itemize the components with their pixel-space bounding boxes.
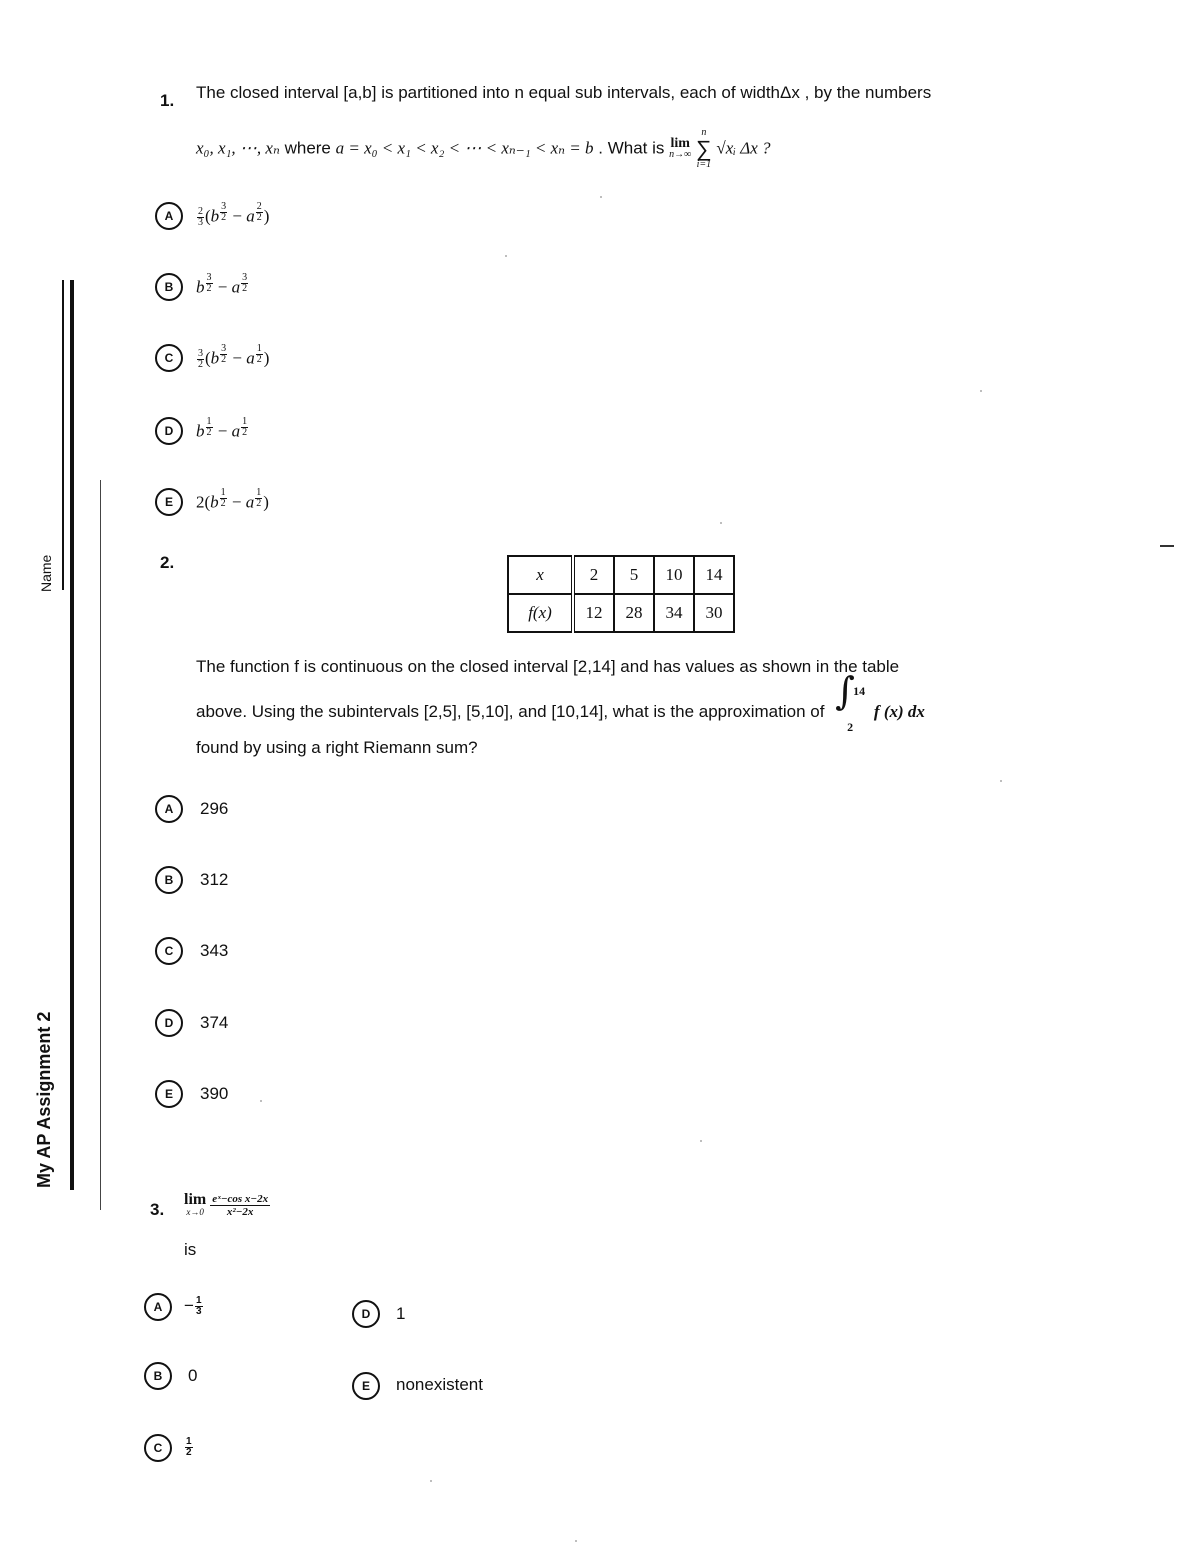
name-underline <box>62 280 64 590</box>
where-text: where <box>279 138 336 158</box>
limit-denominator: x²−2x <box>226 1206 254 1218</box>
option-text: 374 <box>200 1013 229 1032</box>
bubble-b[interactable]: B <box>144 1362 172 1390</box>
bubble-c[interactable]: C <box>155 344 183 372</box>
limit-subscript: n→∞ <box>669 149 692 160</box>
is-text: is <box>184 1240 197 1259</box>
speck <box>720 522 722 524</box>
question-number: 2. <box>160 553 175 572</box>
partition-inequality: a = x₀ < x₁ < x₂ < ⋯ < xₙ₋₁ < xₙ = b <box>335 138 594 158</box>
integral-upper: 14 <box>853 684 866 698</box>
speck <box>505 255 507 257</box>
limit-expression <box>184 1190 270 1218</box>
option-text: 2(b $^{\frac{1}{2}}$ − a $^{\frac{1}{2}}$ ) <box>196 487 269 512</box>
bubble-b[interactable]: B <box>155 866 183 894</box>
speck <box>575 1540 577 1542</box>
bubble-c[interactable]: C <box>144 1434 172 1462</box>
table-row-label-x: x <box>508 556 573 594</box>
table-cell: 34 <box>654 594 694 632</box>
bubble-e[interactable]: E <box>155 488 183 516</box>
speck <box>430 1480 432 1482</box>
limit-word: lim <box>184 1190 207 1208</box>
option-text: 1 <box>396 1304 406 1323</box>
option-text: nonexistent <box>396 1375 483 1394</box>
bubble-d[interactable]: D <box>352 1300 380 1328</box>
option-text: b $^{\frac{3}{2}}$ − a $^{\frac{3}{2}}$ <box>196 272 248 297</box>
question-text-line3: found by using a right Riemann sum? <box>196 738 478 757</box>
bubble-d[interactable]: D <box>155 417 183 445</box>
table-cell: 12 <box>573 594 614 632</box>
name-line-thick <box>70 280 74 1190</box>
question-number: 1. <box>160 91 175 110</box>
bubble-e[interactable]: E <box>352 1372 380 1400</box>
sum-upper: n <box>701 127 707 138</box>
sigma-icon: ∑ <box>695 136 712 161</box>
option-text: b $^{\frac{1}{2}}$ − a $^{\frac{1}{2}}$ <box>196 416 248 441</box>
question-text-line2-content: above. Using the subintervals [2,5], [5,10], and [10,14], what is the approximation of <box>196 702 825 721</box>
table-cell: 28 <box>614 594 654 632</box>
question-number: 3. <box>150 1200 165 1219</box>
speck <box>1000 780 1002 782</box>
bubble-a[interactable]: A <box>155 202 183 230</box>
bubble-c[interactable]: C <box>155 937 183 965</box>
limit-word: lim <box>670 136 690 151</box>
sum-lower: i=1 <box>696 159 712 170</box>
option-text: 390 <box>200 1084 229 1103</box>
bubble-a[interactable]: A <box>144 1293 172 1321</box>
option-text: $\frac{2}{3}$ (b $^{\frac{3}{2}}$ − a $^{\frac{2}{2}}$ ) <box>198 201 270 229</box>
question-text-line2 <box>196 128 1076 170</box>
table-cell: 30 <box>694 594 734 632</box>
bubble-e[interactable]: E <box>155 1080 183 1108</box>
table-cell: 10 <box>654 556 694 594</box>
speck <box>600 196 602 198</box>
limit-subscript: x→0 <box>186 1206 204 1217</box>
limit-numerator: eˣ−cos x−2x <box>212 1193 269 1205</box>
option-text: $\frac{3}{2}$ (b $^{\frac{3}{2}}$ − a $^{\frac{1}{2}}$ ) <box>198 343 270 371</box>
option-text: − $\frac{1}{3}$ <box>184 1295 202 1318</box>
integral-icon: ∫ <box>835 669 855 713</box>
name-line-right <box>100 480 101 1210</box>
table-cell: 14 <box>694 556 734 594</box>
option-text: 343 <box>200 941 229 960</box>
speck <box>980 390 982 392</box>
question-text-line1: The closed interval [a,b] is partitioned into n equal sub intervals, each of widthΔx , by the numbers <box>196 83 932 102</box>
option-text: 0 <box>188 1366 198 1385</box>
table-cell: 5 <box>614 556 654 594</box>
option-text: 312 <box>200 870 229 889</box>
question-text-line1: The function f is continuous on the closed interval [2,14] and has values as shown in the table <box>196 657 900 676</box>
name-label: Name <box>38 554 54 592</box>
option-text: 296 <box>200 799 229 818</box>
table-cell: 2 <box>573 556 614 594</box>
option-text: $\frac{1}{2}$ <box>186 1436 192 1459</box>
bubble-d[interactable]: D <box>155 1009 183 1037</box>
what-is-text: . What is <box>593 138 670 158</box>
integral-lower: 2 <box>847 720 854 734</box>
bubble-a[interactable]: A <box>155 795 183 823</box>
summand: √xᵢ Δx ? <box>716 138 771 158</box>
integrand: f (x) dx <box>873 702 925 721</box>
table-row-label-fx: f(x) <box>508 594 573 632</box>
bubble-b[interactable]: B <box>155 273 183 301</box>
speck <box>1160 545 1174 547</box>
assignment-title: My AP Assignment 2 <box>34 1011 54 1188</box>
speck <box>700 1140 702 1142</box>
question-text-line2 <box>196 669 925 734</box>
speck <box>260 1100 262 1102</box>
partition-points: x₀, x₁, ⋯, xₙ <box>196 138 280 158</box>
values-table <box>507 555 735 633</box>
